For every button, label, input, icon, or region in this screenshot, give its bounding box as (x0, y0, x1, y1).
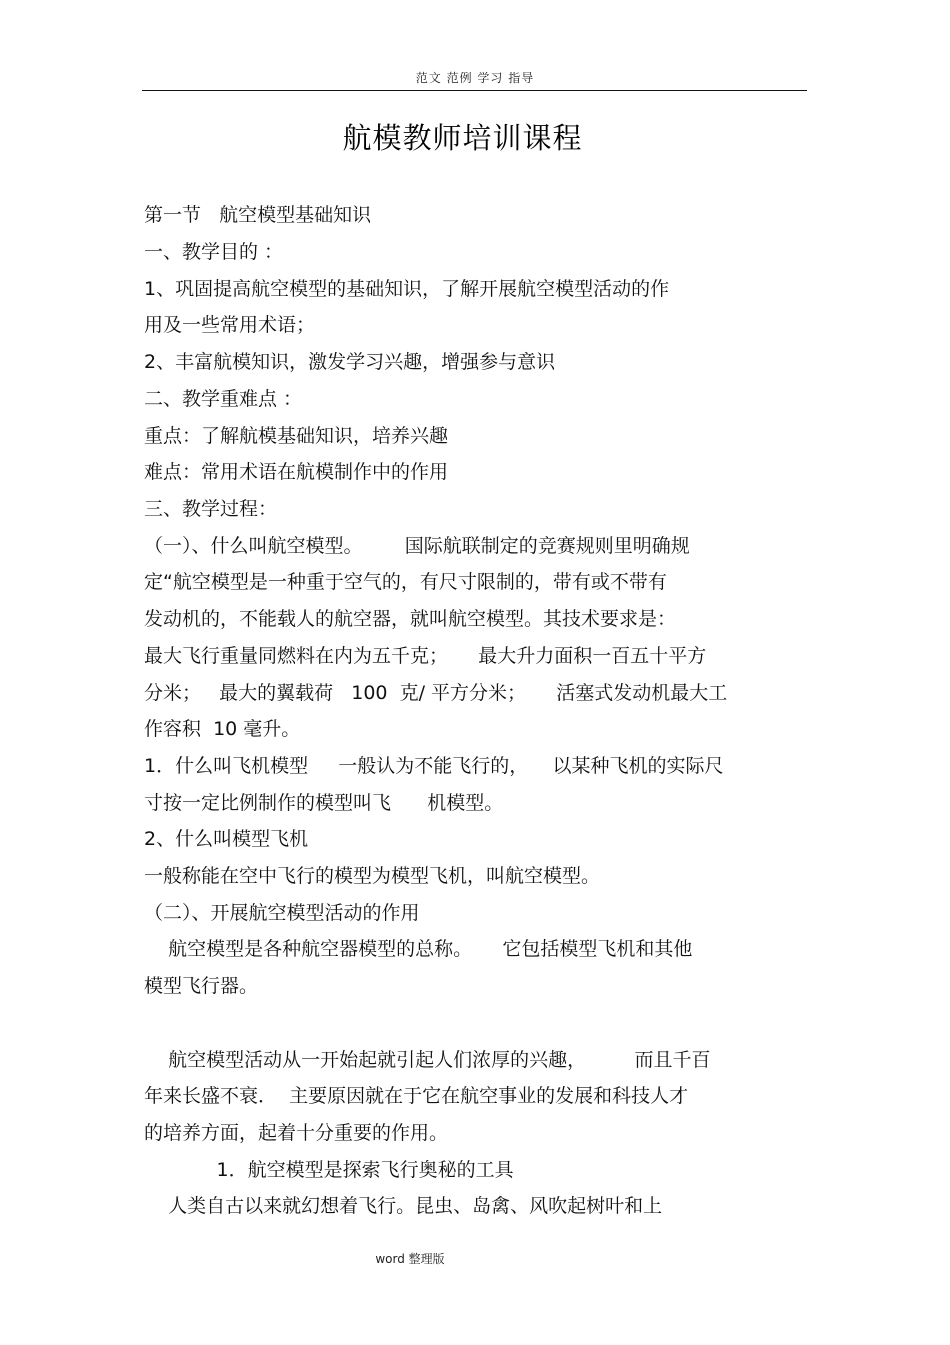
body-line: （一）、什么叫航空模型。 国际航联制定的竞赛规则里明确规 (144, 535, 690, 557)
body-line: 难点：常用术语在航模制作中的作用 (144, 461, 449, 483)
body-line: 模型飞行器。 (144, 975, 259, 997)
body-line: 三、教学过程： (144, 498, 278, 520)
header-text: 范文 范例 学习 指导 (415, 71, 535, 85)
document-title: 航模教师培训课程 (342, 121, 583, 155)
body-line: 二、教学重难点 ： (144, 388, 303, 410)
body-line: 的培养方面，起着十分重要的作用。 (144, 1122, 449, 1144)
body-line: 一、教学目的 ： (144, 241, 284, 263)
body-line: 分米； 最大的翼载荷 100 克/ 平方分米； 活塞式发动机最大工 (144, 682, 728, 704)
body-line: 定“航空模型是一种重于空气的，有尺寸限制的，带有或不带有 (144, 571, 667, 593)
body-line: 最大飞行重量同燃料在内为五千克； 最大升力面积一百五十平方 (144, 645, 707, 667)
body-line: 2、丰富航模知识，激发学习兴趣，增强参与意识 (144, 351, 556, 373)
body-line: 第一节 航空模型基础知识 (144, 204, 372, 226)
body-line: 航空模型是各种航空器模型的总称。 它包括模型飞机和其他 (144, 938, 693, 960)
body-line: 1、巩固提高航空模型的基础知识，了解开展航空模型活动的作 (144, 278, 670, 300)
header-divider (142, 90, 807, 91)
body-line: 航空模型活动从一开始起就引起人们浓厚的兴趣， 而且千百 (144, 1049, 711, 1071)
body-line: 发动机的，不能载人的航空器，就叫航空模型。其技术要求是： (144, 608, 677, 630)
body-line: 人类自古以来就幻想着飞行。昆虫、岛禽、风吹起树叶和上 (144, 1195, 663, 1217)
body-line: 1．航空模型是探索飞行奥秘的工具 (144, 1159, 514, 1181)
page-footer: word 整理版 (375, 1252, 445, 1266)
body-line: 年来长盛不衰． 主要原因就在于它在航空事业的发展和科技人才 (144, 1085, 689, 1107)
body-line: 2、什么叫模型飞机 (144, 828, 309, 850)
body-line: 用及一些常用术语； (144, 314, 316, 336)
body-line: 一般称能在空中飞行的模型为模型飞机，叫航空模型。 (144, 865, 601, 887)
body-line: （二）、开展航空模型活动的作用 (144, 902, 420, 924)
body-line: 作容积 10 毫升。 (144, 718, 301, 740)
body-line: 重点：了解航模基础知识，培养兴趣 (144, 425, 449, 447)
body-line: 寸按一定比例制作的模型叫飞 机模型。 (144, 792, 504, 814)
body-line: 1．什么叫飞机模型 一般认为不能飞行的， 以某种飞机的实际尺 (144, 755, 724, 777)
